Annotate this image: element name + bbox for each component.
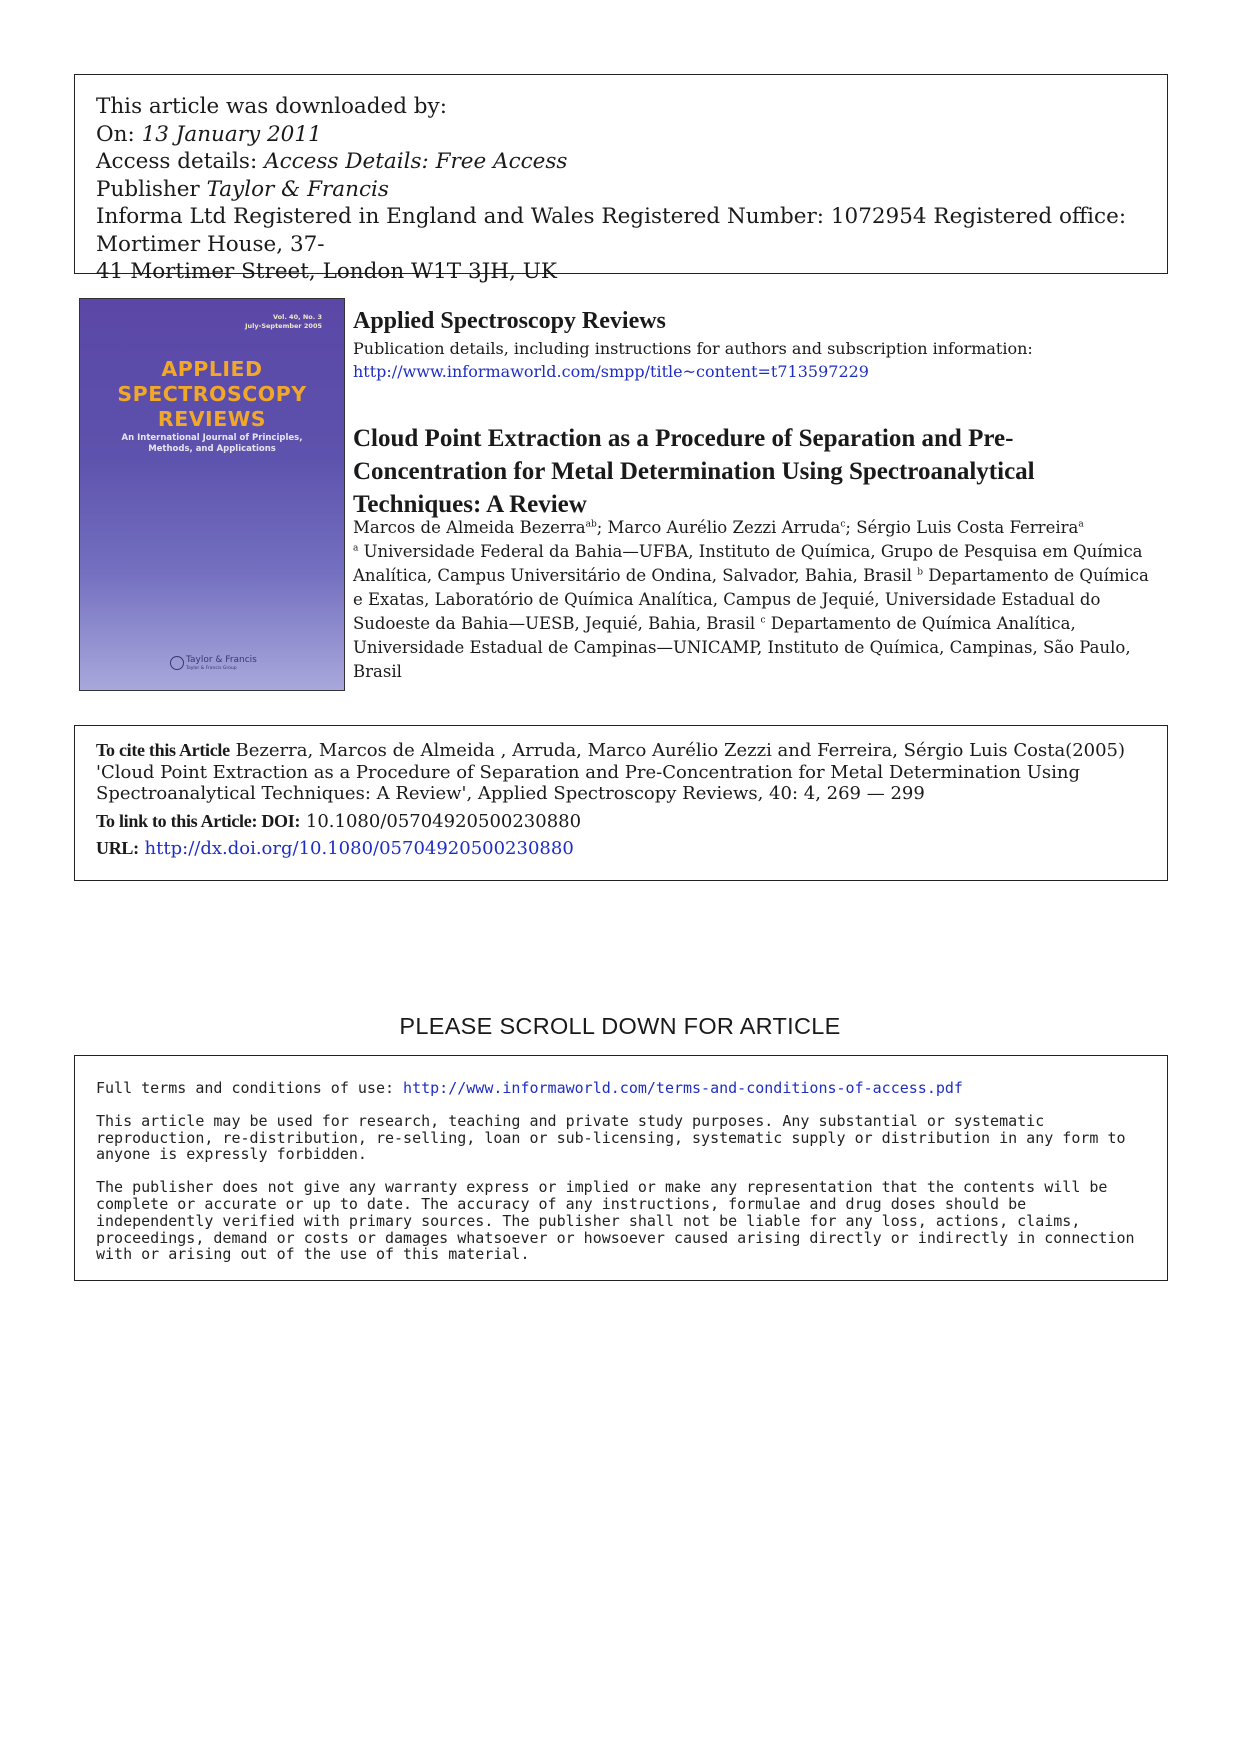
cover-publisher: Taylor & Francis: [186, 655, 257, 665]
on-label: On:: [96, 121, 135, 147]
download-date-line: [96, 121, 1146, 149]
publication-details: Publication details, including instructions for authors and subscription information:: [353, 339, 1033, 358]
doi-line: [96, 811, 1146, 833]
terms-line: [96, 1080, 1146, 1097]
journal-cover-image: [79, 298, 345, 691]
downloaded-by-line: This article was downloaded by:: [96, 94, 447, 119]
cite-label: To cite this Article: [96, 740, 230, 760]
scroll-down-message: PLEASE SCROLL DOWN FOR ARTICLE: [399, 1013, 841, 1039]
cover-publisher-group: Taylor & Francis Group: [186, 666, 237, 671]
publisher-value: Taylor & Francis: [206, 176, 389, 202]
access-value: Access Details: Free Access: [264, 149, 568, 174]
doi-value: 10.1080/05704920500230880: [300, 810, 582, 832]
access-details-line: [96, 148, 1146, 176]
cite-article: [96, 740, 1146, 805]
registered-line-1: Informa Ltd Registered in England and Wales Registered Number: 1072954 Registered office: Mortimer House, 37-: [96, 204, 1127, 257]
cite-text: Bezerra, Marcos de Almeida , Arruda, Marco Aurélio Zezzi and Ferreira, Sérgio Luis Costa(2005) 'Cloud Point Extraction as a Procedure of Separation and Pre-Concentration for Metal Determination Using Spectroanalytical Techniques: A Review', Applied Spectroscopy Reviews, 40: 4, 269 — 299: [96, 740, 1126, 804]
doi-label: To link to this Article: DOI:: [96, 810, 301, 831]
publisher-label: Publisher: [96, 176, 200, 202]
url-label: URL:: [96, 838, 139, 858]
authors-line: Marcos de Almeida Bezerra$^{ab}$; Marco Aurélio Zezzi Arruda$^c$; Sérgio Luis Costa Ferreira$^a$: [353, 518, 1084, 537]
terms-paragraph-2: The publisher does not give any warranty express or implied or make any representation that the contents will be complete or accurate or up to date. The accuracy of any instructions, formulae and drug doses should be independently verified with primary sources. The publisher shall not be liable for any loss, actions, claims, proceedings, demand or costs or damages whatsoever or howsoever caused arising directly or indirectly in connection with or arising out of the use of this material.: [96, 1178, 1135, 1264]
cover-volume: Vol. 40, No. 3 July-September 2005: [245, 313, 322, 330]
terms-label: Full terms and conditions of use:: [96, 1079, 404, 1097]
download-info-box: [74, 74, 1168, 284]
journal-info: [353, 305, 1153, 383]
publisher-line: [96, 176, 1146, 204]
url-line: [96, 838, 1146, 860]
registered-line-2: 41 Mortimer Street, London W1T 3JH, UK: [96, 259, 557, 284]
taylor-francis-logo-icon: [170, 656, 184, 670]
article-title: Cloud Point Extraction as a Procedure of Separation and Pre-Concentration for Metal Determination Using Spectroanalytical Techniques: A Review: [353, 425, 1035, 518]
terms-box: [74, 1055, 1168, 1281]
doi-url-link[interactable]: http://dx.doi.org/10.1080/05704920500230880: [144, 838, 574, 859]
access-label: Access details:: [96, 149, 258, 174]
cover-subtitle: An International Journal of Principles, Methods, and Applications: [121, 433, 303, 454]
journal-url-link[interactable]: http://www.informaworld.com/smpp/title~content=t713597229: [353, 362, 869, 381]
terms-paragraph-1: This article may be used for research, teaching and private study purposes. Any substantial or systematic reproduction, re-distribution, re-selling, loan or sub-licensing, systematic supply or distribution in any form to anyone is expressly forbidden.: [96, 1111, 1126, 1164]
on-value: 13 January 2011: [141, 121, 322, 147]
cover-title: APPLIED SPECTROSCOPY REVIEWS: [117, 357, 307, 431]
citation-box: [74, 725, 1168, 881]
journal-title: Applied Spectroscopy Reviews: [353, 308, 666, 334]
affiliations: $^a$ Universidade Federal da Bahia—UFBA, Instituto de Química, Grupo de Pesquisa em Química Analítica, Campus Universitário de Ondina, Salvador, Bahia, Brasil $^b$ Departamento de Química e Exatas, Laboratório de Química Analítica, Campus de Jequié, Universidade Estadual do Sudoeste da Bahia—UESB, Jequié, Bahia, Brasil $^c$ Departamento de Química Analítica, Universidade Estadual de Campinas—UNICAMP, Instituto de Química, Campinas, São Paulo, Brasil: [353, 542, 1149, 681]
terms-url-link[interactable]: http://www.informaworld.com/terms-and-conditions-of-access.pdf: [403, 1079, 963, 1097]
